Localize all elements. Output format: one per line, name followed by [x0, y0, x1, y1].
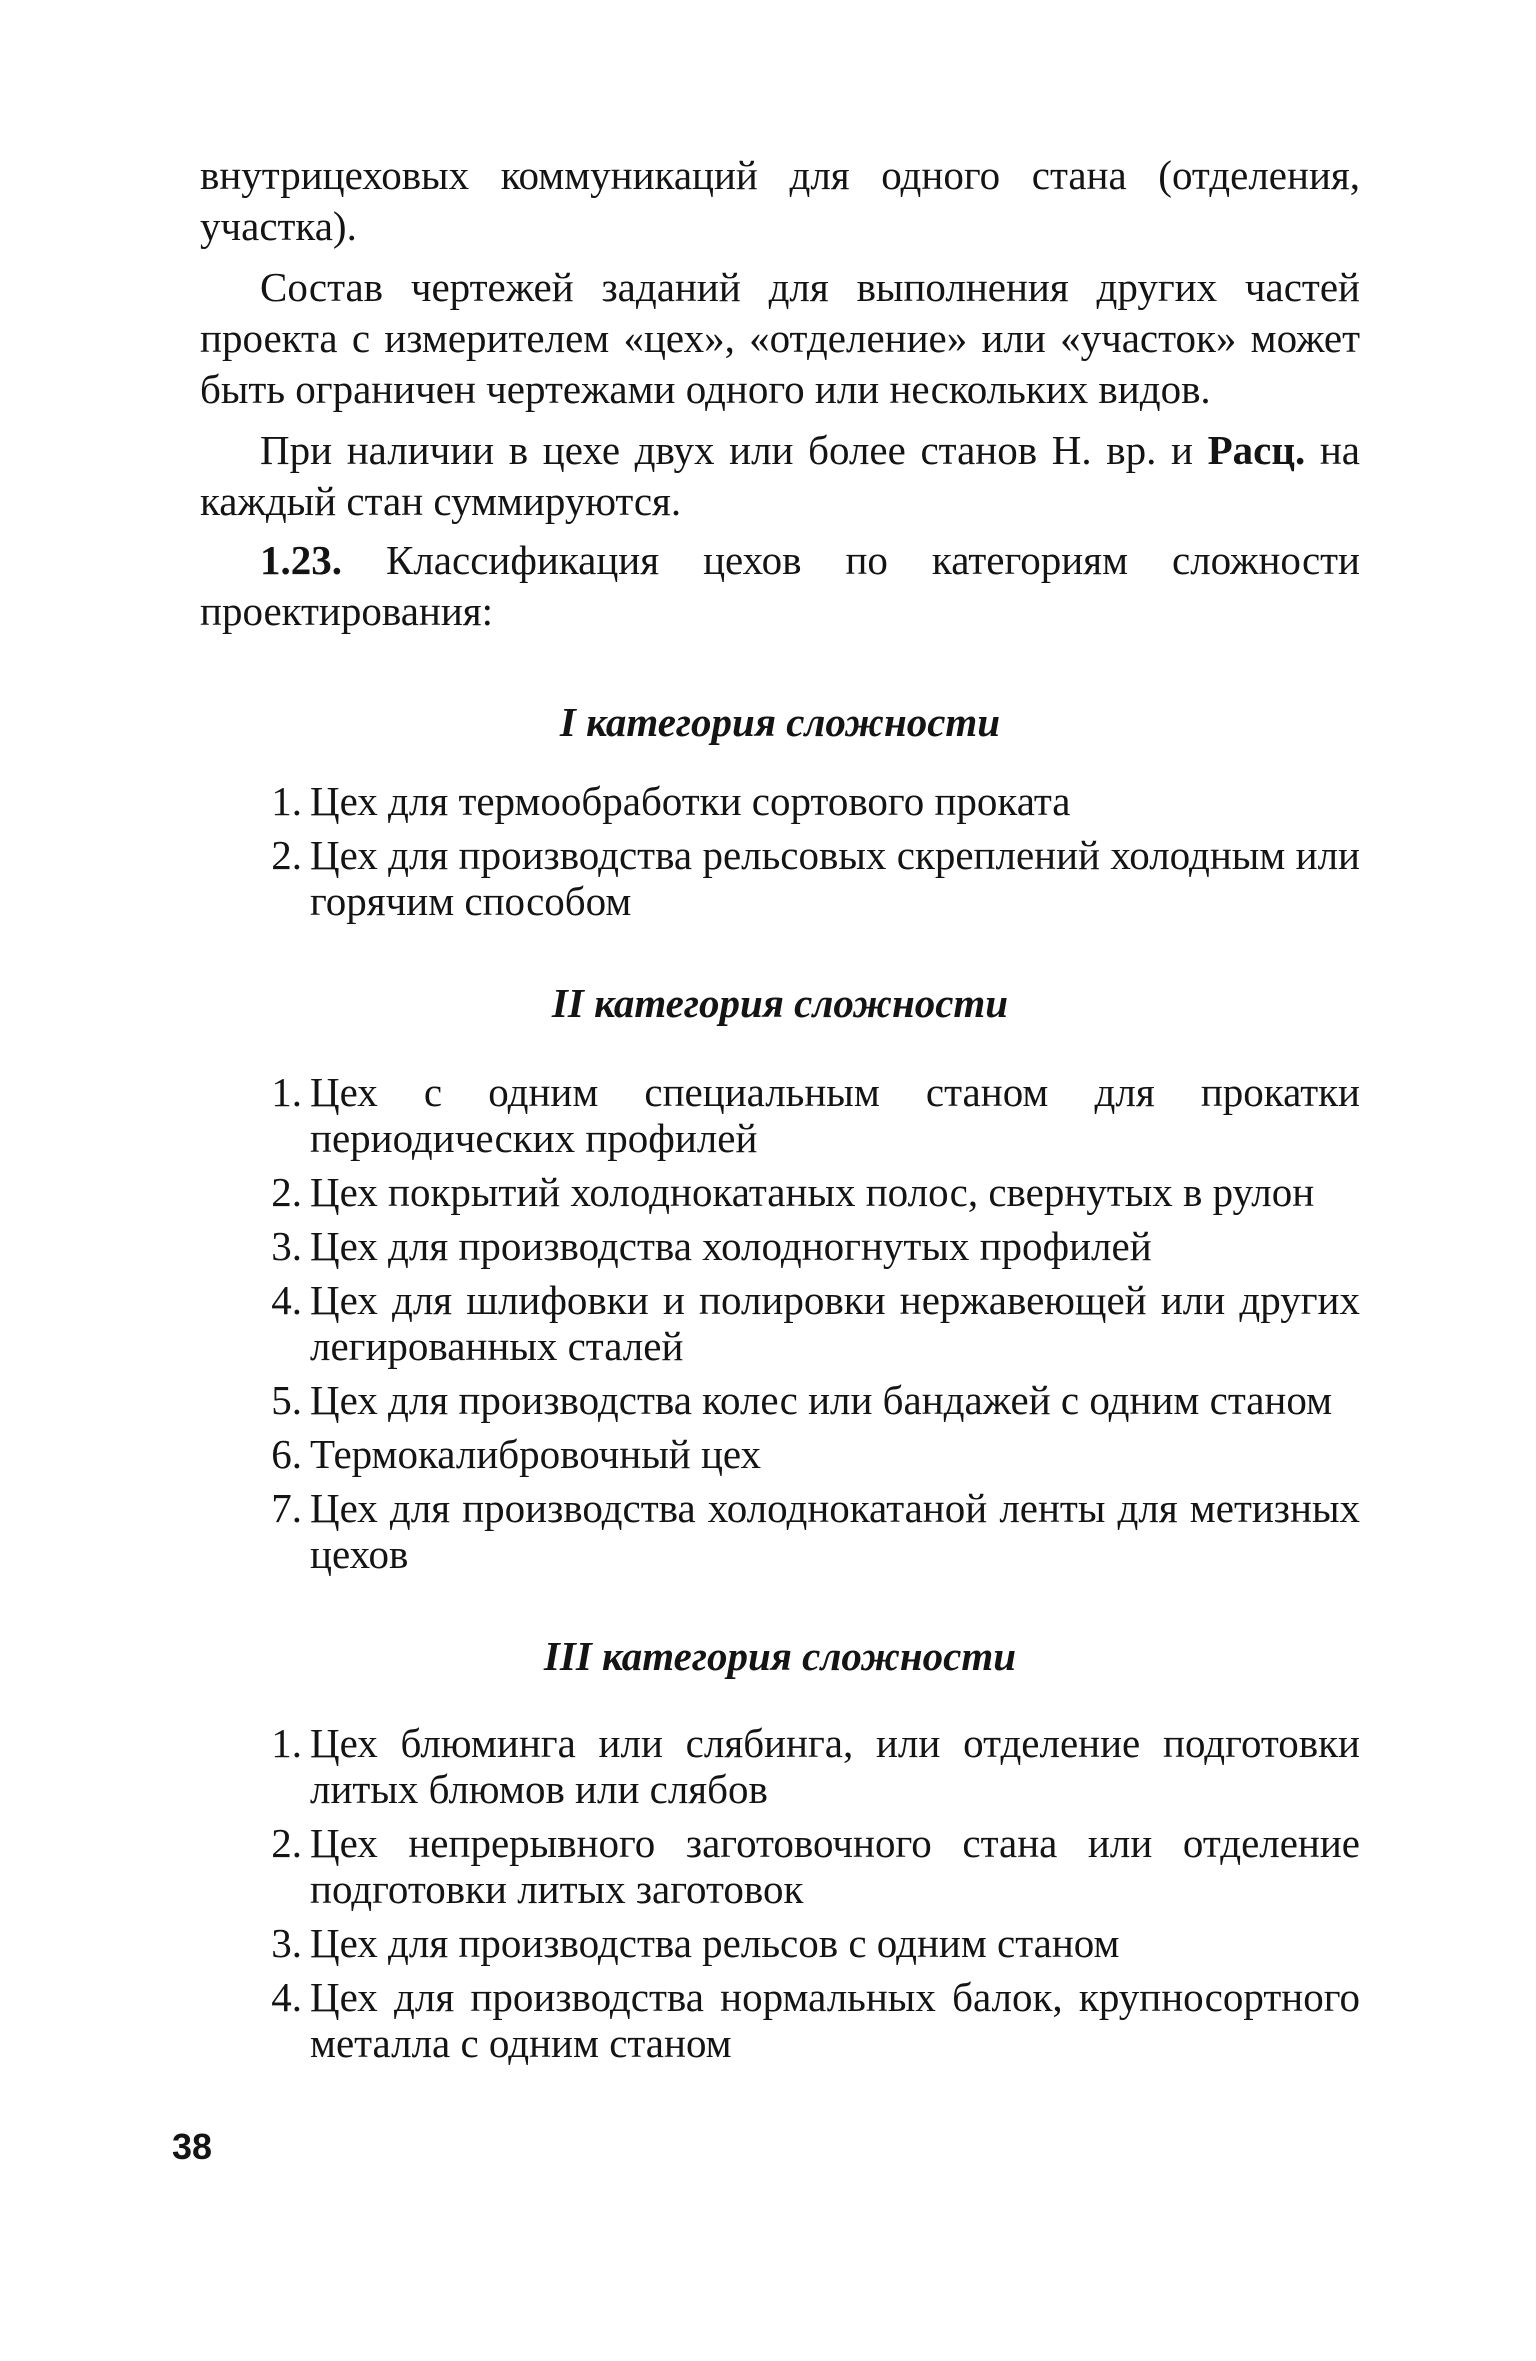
list-item-number: 4. [271, 1277, 302, 1323]
list-item-number: 4. [271, 1974, 302, 2020]
list-item [200, 1920, 1360, 1966]
list-item-text: Цех покрытий холоднокатаных полос, свернутых в рулон [310, 1169, 1315, 1215]
list-item-number: 1. [271, 1069, 302, 1115]
section-title: Классификация цехов по категориям сложности проектирования: [200, 537, 1360, 634]
list-item-number: 2. [271, 1169, 302, 1215]
category-1-heading: I категория сложности [559, 699, 1001, 745]
list-item-number: 3. [271, 1920, 302, 1966]
list-item [200, 1720, 1360, 1812]
category-2-heading: II категория сложности [551, 980, 1009, 1026]
list-item [200, 778, 1360, 824]
list-item-number: 3. [271, 1223, 302, 1269]
list-item-text: Термокалибровочный цех [310, 1431, 762, 1477]
list-item-text: Цех для производства рельсовых скреплений холодным или горячим способом [310, 832, 1360, 924]
list-item [200, 1820, 1360, 1912]
list-item [200, 1431, 1360, 1477]
category-3-list [200, 1720, 1360, 2066]
list-item-text: Цех для термообработки сортового проката [310, 778, 1071, 824]
list-item-text: Цех для производства рельсов с одним станом [310, 1920, 1120, 1966]
category-1-list [200, 778, 1360, 924]
list-item [200, 832, 1360, 924]
list-item-number: 1. [271, 778, 302, 824]
list-item [200, 1974, 1360, 2066]
list-item-number: 2. [271, 1820, 302, 1866]
paragraph-mills-end: на каждый стан суммируются. [200, 427, 1361, 524]
paragraph-mills-start: При наличии в цехе двух или более станов Н. вр. и [260, 427, 1208, 473]
list-item-text: Цех для производства колес или бандажей с одним станом [310, 1377, 1333, 1423]
list-item [200, 1377, 1360, 1423]
list-item-text: Цех для производства нормальных балок, крупносортного металла с одним станом [310, 1974, 1360, 2066]
list-item [200, 1485, 1360, 1577]
page-number: 38 [172, 2126, 213, 2167]
list-item [200, 1069, 1360, 1161]
list-item-text: Цех с одним специальным станом для прокатки периодических профилей [310, 1069, 1360, 1161]
list-item [200, 1169, 1360, 1215]
list-item-number: 2. [271, 832, 302, 878]
category-2-list [200, 1069, 1360, 1577]
list-item-text: Цех для производства холодногнутых профилей [310, 1223, 1152, 1269]
list-item-text: Цех блюминга или слябинга, или отделение подготовки литых блюмов или слябов [310, 1720, 1360, 1812]
paragraph-drawings: Состав чертежей заданий для выполнения других частей проекта с измерителем «цех», «отделение» или «участок» может быть ограничен чертежами одного или нескольких видов. [200, 264, 1360, 412]
paragraph-classification [200, 535, 1360, 637]
list-item-number: 6. [271, 1431, 302, 1477]
list-item-number: 5. [271, 1377, 302, 1423]
page-body [200, 150, 1360, 2074]
list-item-number: 1. [271, 1720, 302, 1766]
list-item [200, 1277, 1360, 1369]
list-item-text: Цех непрерывного заготовочного стана или отделение подготовки литых заготовок [310, 1820, 1360, 1912]
section-number: 1.23. [260, 537, 342, 583]
category-3-heading: III категория сложности [543, 1633, 1017, 1679]
list-item-number: 7. [271, 1485, 302, 1531]
paragraph-continuation: внутрицеховых коммуникаций для одного стана (отделения, участка). [200, 152, 1360, 249]
list-item [200, 1223, 1360, 1269]
list-item-text: Цех для шлифовки и полировки нержавеющей или других легированных сталей [310, 1277, 1360, 1369]
term-rasc: Расц. [1207, 427, 1306, 473]
paragraph-mills [200, 425, 1360, 527]
list-item-text: Цех для производства холоднокатаной ленты для метизных цехов [310, 1485, 1360, 1577]
